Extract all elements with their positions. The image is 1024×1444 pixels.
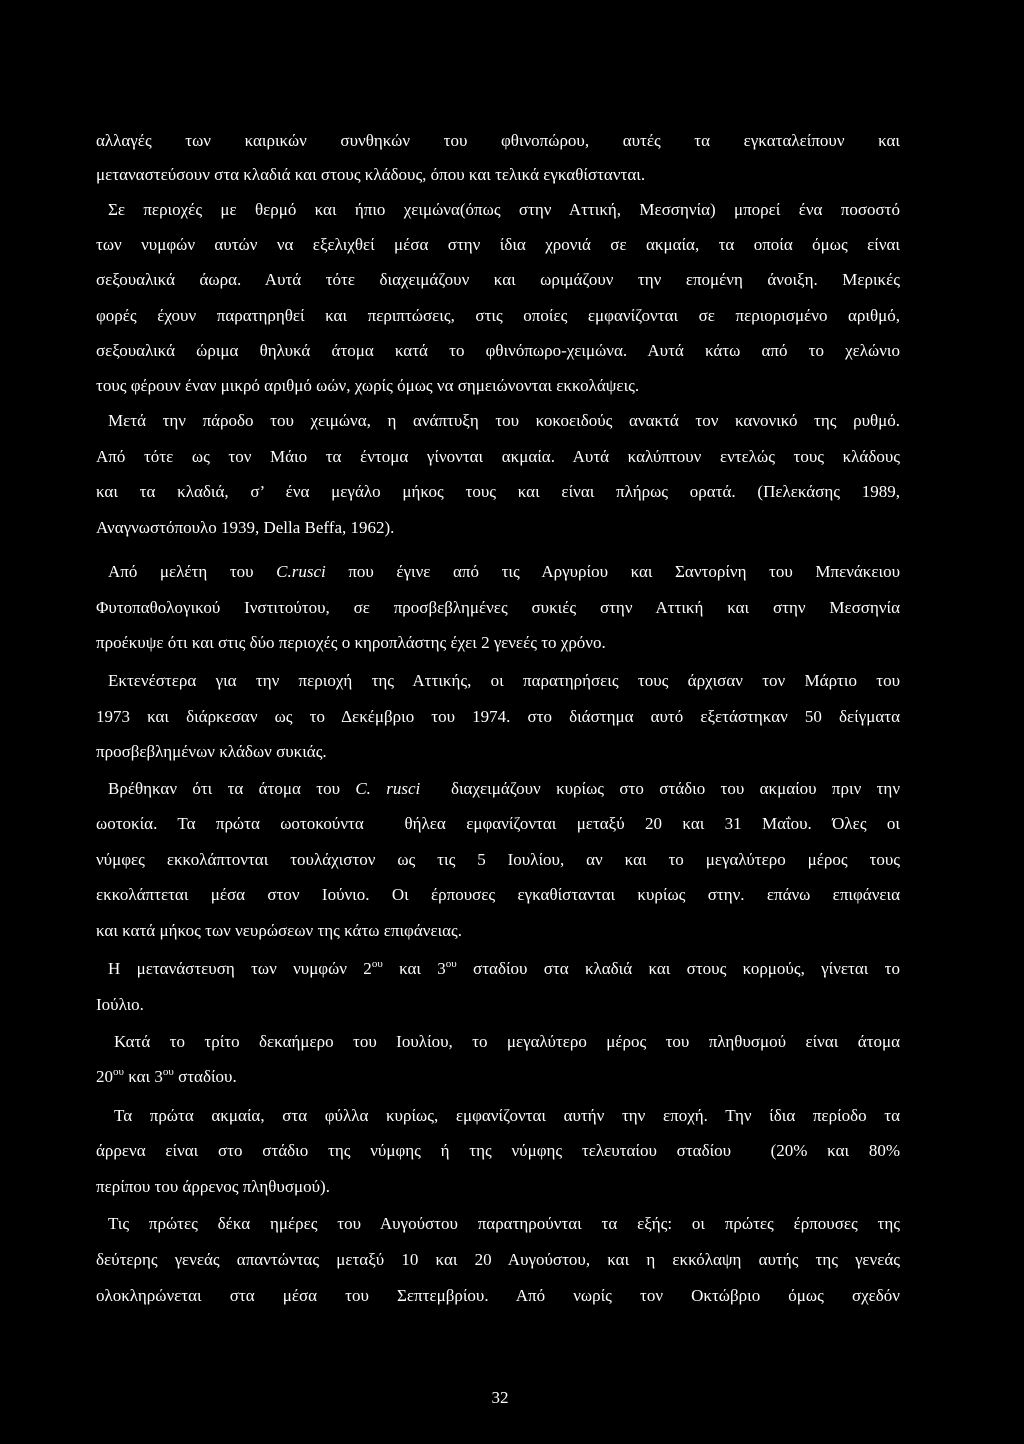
text-line xyxy=(0,304,1024,328)
text-run: Η μετανάστευση των νυμφών 2 xyxy=(108,959,372,978)
ordinal-superscript: ου xyxy=(162,1066,174,1078)
text-line xyxy=(0,1248,1024,1272)
line-text: Σε περιοχές με θερμό και ήπιο χειμώνα(όπως στην Αττική, Μεσσηνία) μπορεί ένα ποσοστό xyxy=(108,200,900,219)
text-run: Από μελέτη του xyxy=(108,562,277,581)
line-text: σεξουαλικά ώριμα θηλυκά άτομα κατά το φθινόπωρο-χειμώνα. Αυτά κάτω από το χελώνιο xyxy=(96,341,900,360)
line-text: φορές έχουν παρατηρηθεί και περιπτώσεις, στις οποίες εμφανίζονται σε περιορισμένο αριθμό, xyxy=(96,306,900,325)
text-run: και 3 xyxy=(382,959,446,978)
text-line xyxy=(0,374,1024,398)
line-text: και τα κλαδιά, σ’ ένα μεγάλο μήκος τους και είναι πλήρως ορατά. (Πελεκάσης 1989, xyxy=(96,482,900,501)
text-line xyxy=(0,993,1024,1017)
line-text: Αναγνωστόπουλο 1939, Della Beffa, 1962). xyxy=(96,518,395,537)
text-line xyxy=(0,596,1024,620)
text-line xyxy=(0,1104,1024,1128)
text-line xyxy=(0,268,1024,292)
text-line xyxy=(0,233,1024,257)
ordinal-superscript: ου xyxy=(371,958,383,970)
text-line xyxy=(0,883,1024,907)
text-line xyxy=(0,669,1024,693)
line-text: μεταναστεύσουν στα κλαδιά και στους κλάδους, όπου και τελικά εγκαθίστανται. xyxy=(96,165,646,184)
line-text: Τα πρώτα ακμαία, στα φύλλα κυρίως, εμφανίζονται αυτήν την εποχή. Την ίδια περίοδο τα xyxy=(114,1106,900,1125)
line-text: Κατά το τρίτο δεκαήμερο του Ιουλίου, το μεγαλύτερο μέρος του πληθυσμού είναι άτομα xyxy=(114,1032,900,1051)
line-text: 1973 και διάρκεσαν ως το Δεκέμβριο του 1974. στο διάστημα αυτό εξετάστηκαν 50 δείγματα xyxy=(96,707,900,726)
line-text: εκκολάπτεται μέσα στον Ιούνιο. Οι έρπουσες εγκαθίστανται κυρίως στην. επάνω επιφάνεια xyxy=(96,885,900,904)
line-text: ολοκληρώνεται στα μέσα του Σεπτεμβρίου. Από νωρίς τον Οκτώβριο όμως σχεδόν xyxy=(96,1286,900,1305)
line-text: Από τότε ως τον Μάιο τα έντομα γίνονται ακμαία. Αυτά καλύπτουν εντελώς τους κλάδους xyxy=(96,447,900,466)
text-line xyxy=(0,1284,1024,1308)
text-line xyxy=(0,919,1024,943)
line-text: δεύτερης γενεάς απαντώντας μεταξύ 10 και 20 Αυγούστου, και η εκκόλαψη αυτής της γενεάς xyxy=(96,1250,900,1269)
text-run: Βρέθηκαν ότι τα άτομα του xyxy=(108,779,356,798)
text-line xyxy=(0,812,1024,836)
line-text: άρρενα είναι στο στάδιο της νύμφης ή της νύμφης τελευταίου σταδίου (20% και 80% xyxy=(96,1141,900,1160)
line-text: τους φέρουν έναν μικρό αριθμό ωών, χωρίς όμως να σημειώνονται εκκολάψεις. xyxy=(96,376,640,395)
text-run: και 3 xyxy=(123,1067,163,1086)
line-text: των νυμφών αυτών να εξελιχθεί μέσα στην ίδια χρονιά σε ακμαία, τα οποία όμως είναι xyxy=(96,235,900,254)
page-number: 32 xyxy=(491,1388,509,1407)
line-text xyxy=(108,560,900,584)
text-line xyxy=(0,1030,1024,1054)
text-run: 20 xyxy=(96,1067,113,1086)
text-run: που έγινε από τις Αργυρίου και Σαντορίνη του Μπενάκειου xyxy=(325,562,900,581)
line-text: ωοτοκία. Τα πρώτα ωοτοκούντα θήλεα εμφανίζονται μεταξύ 20 και 31 Μαΐου. Όλες οι xyxy=(96,814,900,833)
text-line xyxy=(0,1139,1024,1163)
line-text: Ιούλιο. xyxy=(96,995,144,1014)
line-text xyxy=(108,957,900,981)
text-line xyxy=(0,705,1024,729)
text-line xyxy=(0,198,1024,222)
text-line xyxy=(0,129,1024,153)
line-text: αλλαγές των καιρικών συνθηκών του φθινοπώρου, αυτές τα εγκαταλείπουν και xyxy=(96,131,900,150)
text-run: σταδίου. xyxy=(173,1067,237,1086)
line-text: περίπου του άρρενος πληθυσμού). xyxy=(96,1177,330,1196)
line-text xyxy=(108,777,900,801)
line-text: Τις πρώτες δέκα ημέρες του Αυγούστου παρατηρούνται τα εξής: οι πρώτες έρπουσες της xyxy=(108,1214,900,1233)
line-text: προέκυψε ότι και στις δύο περιοχές ο κηροπλάστης έχει 2 γενεές το χρόνο. xyxy=(96,633,606,652)
text-line xyxy=(0,631,1024,655)
species-name-italic: C.rusci xyxy=(276,562,326,581)
line-text xyxy=(96,1065,237,1089)
text-line xyxy=(0,777,1024,801)
text-line xyxy=(0,163,1024,187)
text-run: διαχειμάζουν κυρίως στο στάδιο του ακμαίου πριν την xyxy=(420,779,901,798)
ordinal-superscript: ου xyxy=(113,1066,124,1078)
line-text: προσβεβλημένων κλάδων συκιάς. xyxy=(96,742,327,761)
text-line xyxy=(0,957,1024,981)
text-line xyxy=(0,480,1024,504)
text-line xyxy=(0,740,1024,764)
text-line xyxy=(0,560,1024,584)
line-text: νύμφες εκκολάπτονται τουλάχιστον ως τις 5 Ιουλίου, αν και το μεγαλύτερο μέρος τους xyxy=(96,850,900,869)
line-text: Μετά την πάροδο του χειμώνα, η ανάπτυξη του κοκοειδούς ανακτά τον κανονικό της ρυθμό. xyxy=(108,411,900,430)
text-line xyxy=(0,516,1024,540)
line-text: και κατά μήκος των νευρώσεων της κάτω επιφάνειας. xyxy=(96,921,463,940)
text-line xyxy=(0,1212,1024,1236)
text-line xyxy=(0,1175,1024,1199)
species-name-italic: C. rusci xyxy=(355,779,421,798)
text-line xyxy=(0,1065,1024,1089)
ordinal-superscript: ου xyxy=(445,958,457,970)
text-line xyxy=(0,848,1024,872)
line-text: Φυτοπαθολογικού Ινστιτούτου, σε προσβεβλημένες συκιές στην Αττική και στην Μεσσηνία xyxy=(96,598,900,617)
line-text: σεξουαλικά άωρα. Αυτά τότε διαχειμάζουν και ωριμάζουν την επομένη άνοιξη. Μερικές xyxy=(96,270,900,289)
text-line xyxy=(0,409,1024,433)
text-line xyxy=(0,339,1024,363)
line-text: Εκτενέστερα για την περιοχή της Αττικής, οι παρατηρήσεις τους άρχισαν τον Μάρτιο του xyxy=(108,671,900,690)
text-line xyxy=(0,445,1024,469)
text-run: σταδίου στα κλαδιά και στους κορμούς, γίνεται το xyxy=(456,959,900,978)
